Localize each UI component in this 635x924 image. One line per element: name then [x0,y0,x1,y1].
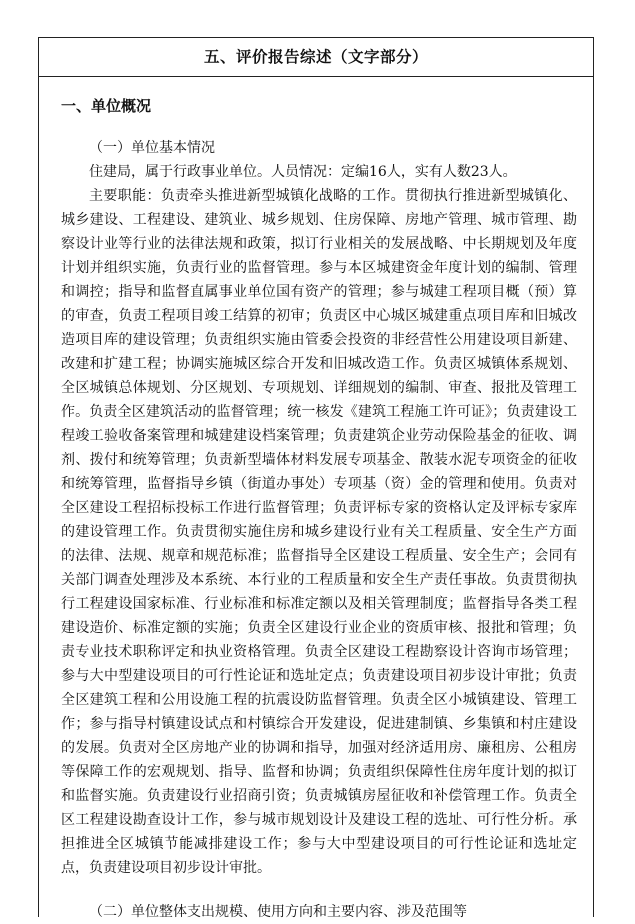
report-content [61,77,577,924]
paragraph-basic-info: 住建局，属于行政事业单位。人员情况：定编16人，实有人数23人。 [89,164,517,180]
subheading-basic-info: （一）单位基本情况 [89,140,215,156]
report-title: 五、评价报告综述（文字部分） [39,38,593,77]
section-heading-unit-overview: 一、单位概况 [61,97,152,115]
report-frame [38,37,594,920]
subheading-expenditure-scope: （二）单位整体支出规模、使用方向和主要内容、涉及范围等 [89,904,467,920]
paragraph-main-duties: 主要职能：负责牵头推进新型城镇化战略的工作。贯彻执行推进新型城镇化、城乡建设、工程建设、建筑业、城乡规划、住房保障、房地产管理、城市管理、勘察设计业等行业的法律法规和政策，拟订行业相关的发展战略、中长期规划及年度计划并组织实施，负责行业的监督管理。参与本区城建资金年度计划的编制、管理和调控；指导和监督直属事业单位国有资产的管理；参与城建工程项目概（预）算的审查，负责工程项目竣工结算的初审；负责区中心城区城建重点项目库和旧城改造项目库的建设管理；负责组织实施由管委会投资的非经营性公用建设项目新建、改建和扩建工程；协调实施城区综合开发和旧城改造工作。负责区城镇体系规划、全区城镇总体规划、分区规划、专项规划、详细规划的编制、审查、报批及管理工作。负责全区建筑活动的监督管理；统一核发《建筑工程施工许可证》；负责建设工程竣工验收备案管理和城建建设档案管理；负责建筑企业劳动保险基金的征收、调剂、拨付和统筹管理；负责新型墙体材料发展专项基金、散装水泥专项资金的征收和统筹管理，监督指导乡镇（街道办事处）专项基（资）金的管理和使用。负责对全区建设工程招标投标工作进行监督管理；负责评标专家的资格认定及评标专家库的建设管理工作。负责贯彻实施住房和城乡建设行业有关工程质量、安全生产方面的法律、法规、规章和规范标准；监督指导全区建设工程质量、安全生产；会同有关部门调查处理涉及本系统、本行业的工程质量和安全生产责任事故。负责贯彻执行工程建设国家标准、行业标准和标准定额以及相关管理制度；监督指导各类工程建设造价、标准定额的实施；负责全区建设行业企业的资质审核、报批和管理；负责专业技术职称评定和执业资格管理。负责全区建设工程勘察设计咨询市场管理；参与大中型建设项目的可行性论证和选址定点；负责建设项目初步设计审批；负责全区建筑工程和公用设施工程的抗震设防监督管理。负责全区小城镇建设、管理工作；参与指导村镇建设试点和村镇综合开发建设，促进建制镇、乡集镇和村庄建设的发展。负责对全区房地产业的协调和指导，加强对经济适用房、廉租房、公租房等保障工作的宏观规划、指导、监督和协调；负责组织保障性住房年度计划的拟订和监督实施。负责建设行业招商引资；负责城镇房屋征收和补偿管理工作。负责全区工程建设勘查设计工作，参与城市规划设计及建设工程的选址、可行性分析。承担推进全区城镇节能减排建设工作；参与大中型建设项目的可行性论证和选址定点，负责建设项目初步设计审批。 [61,188,577,876]
